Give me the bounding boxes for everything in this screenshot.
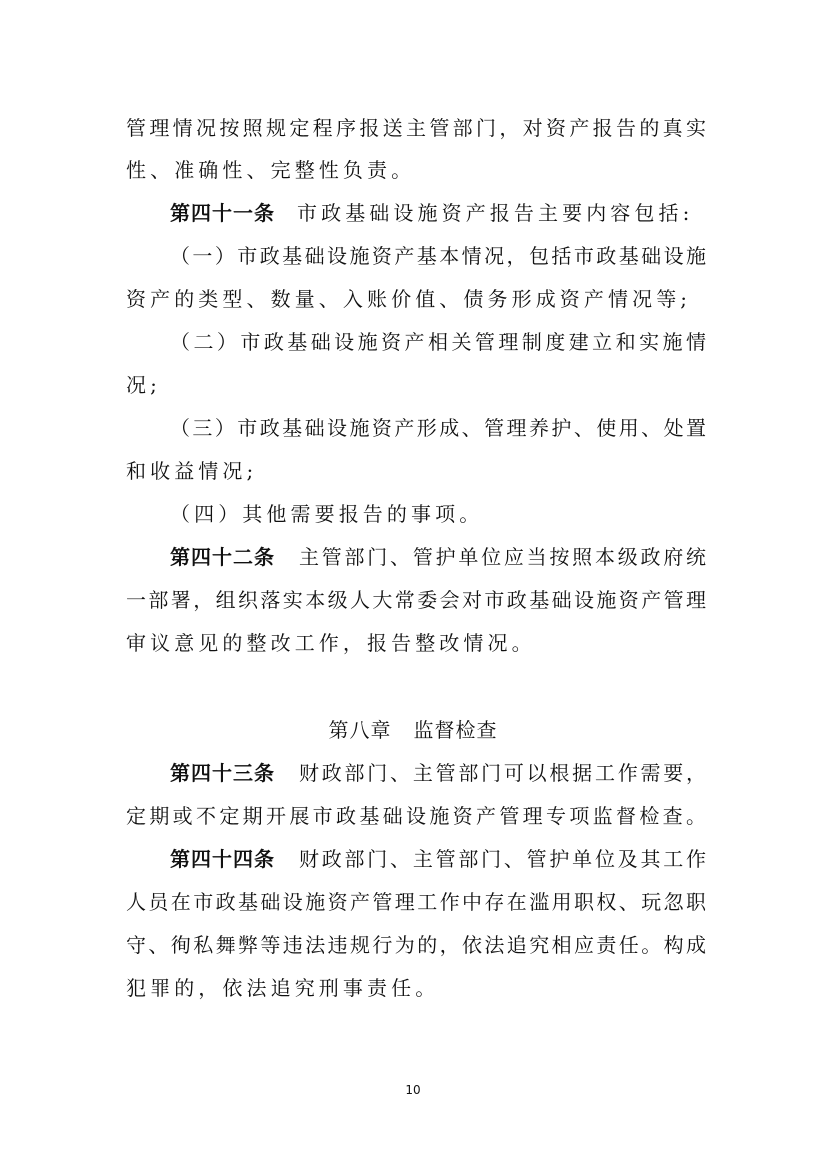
article-text: 财政部门、主管部门、管护单位及其工作 [299, 847, 706, 871]
article-44 [170, 844, 706, 874]
list-item-2-line: （二）市政基础设施资产相关管理制度建立和实施情 [170, 330, 706, 354]
article-text: 财政部门、主管部门可以根据工作需要， [299, 761, 706, 785]
text-line: 审议意见的整改工作，报告整改情况。 [126, 631, 536, 655]
chapter-heading [0, 715, 826, 745]
text-line: 人员在市政基础设施资产管理工作中存在滥用职权、玩忽职 [126, 890, 706, 914]
list-item-1-line: （一）市政基础设施资产基本情况，包括市政基础设施 [170, 244, 706, 268]
article-text: 主管部门、管护单位应当按照本级政府统 [299, 545, 706, 569]
text-line: 管理情况按照规定程序报送主管部门，对资产报告的真实 [126, 116, 706, 140]
article-number: 第四十四条 [170, 847, 275, 871]
text-line: 犯罪的，依法追究刑事责任。 [126, 976, 440, 1000]
text-line: 守、徇私舞弊等违法违规行为的，依法追究相应责任。构成 [126, 933, 706, 957]
article-43 [170, 758, 706, 788]
article-42 [170, 542, 706, 572]
article-number: 第四十三条 [170, 761, 275, 785]
text-line: 一部署，组织落实本级人大常委会对市政基础设施资产管理 [126, 588, 706, 612]
text-line: 定期或不定期开展市政基础设施资产管理专项监督检查。 [126, 804, 706, 828]
chapter-title: 监督检查 [413, 718, 498, 742]
article-41 [170, 198, 706, 228]
list-item-1-line: 资产的类型、数量、入账价值、债务形成资产情况等; [126, 287, 692, 311]
article-number: 第四十一条 [170, 201, 275, 225]
page-number: 10 [405, 1083, 421, 1097]
list-item-3-line: 和收益情况; [126, 459, 258, 483]
text-line: 性、准确性、完整性负责。 [126, 158, 416, 182]
chapter-number: 第八章 [328, 718, 392, 742]
list-item-2-line: 况; [126, 373, 161, 397]
article-number: 第四十二条 [170, 545, 275, 569]
article-text: 市政基础设施资产报告主要内容包括: [297, 201, 694, 225]
list-item-3-line: （三）市政基础设施资产形成、管理养护、使用、处置 [170, 416, 706, 440]
list-item-4-line: （四）其他需要报告的事项。 [170, 502, 484, 526]
